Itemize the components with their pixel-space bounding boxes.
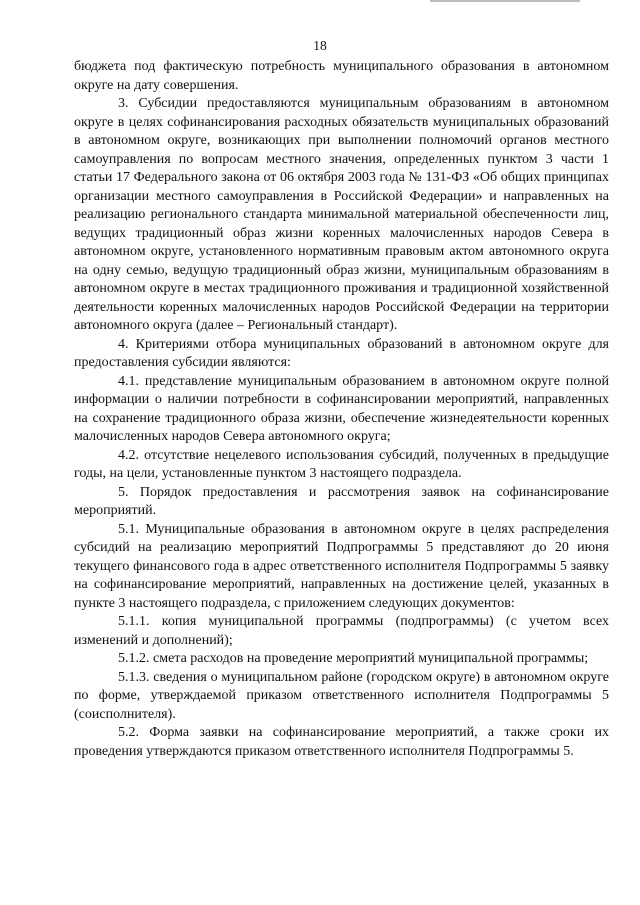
- paragraph-5-1-2: 5.1.2. смета расходов на проведение мероприятий муниципальной программы;: [118, 651, 589, 666]
- paragraph-5-1-1: 5.1.1. копия муниципальной программы (подпрограммы) (с учетом всех изменений и дополнений);: [74, 614, 609, 648]
- paragraph-continuation: бюджета под фактическую потребность муниципального образования в автономном округе на дату совершения.: [74, 59, 609, 93]
- paragraph-5: 5. Порядок предоставления и рассмотрения заявок на софинансирование мероприятий.: [74, 484, 609, 518]
- document-body: [74, 58, 609, 761]
- paragraph-5-1: 5.1. Муниципальные образования в автономном округе в целях распределения субсидий на реализацию мероприятий Подпрограммы 5 представляют до 20 июня текущего финансового года в адрес ответственного исполнителя Подпрограммы 5 заявку на софинансирование мероприятий, направленных на достижение целей, указанных в пункте 3 настоящего подраздела, с приложением следующих документов:: [74, 521, 609, 611]
- paragraph-4: 4. Критериями отбора муниципальных образований в автономном округе для предоставления субсидии являются:: [74, 336, 609, 370]
- paragraph-3: 3. Субсидии предоставляются муниципальным образованиям в автономном округе в целях софинансирования расходных обязательств муниципальных образований в автономном округе, возникающих при выполнении полномочий органов местного самоуправления по вопросам местного значения, определенных пунктом 3 части 1 статьи 17 Федерального закона от 06 октября 2003 года № 131-ФЗ «Об общих принципах организации местного самоуправления в Российской Федерации» и направленных на реализацию регионального стандарта минимальной материальной обеспеченности лиц, ведущих традиционный образ жизни коренных малочисленных народов Севера в автономном округе, установленного нормативным правовым актом автономного округа на одну семью, ведущую традиционный образ жизни, муниципальным образованиям в автономном округе в местах традиционного проживания и традиционной хозяйственной деятельности коренных малочисленных народов Российской Федерации на территории автономного округа (далее – Региональный стандарт).: [74, 96, 609, 333]
- paragraph-5-2: 5.2. Форма заявки на софинансирование мероприятий, а также сроки их проведения утверждаются приказом ответственного исполнителя Подпрограммы 5.: [74, 725, 609, 759]
- paragraph-4-2: 4.2. отсутствие нецелевого использования субсидий, полученных в предыдущие годы, на цели, установленные пунктом 3 настоящего подраздела.: [74, 447, 609, 481]
- paragraph-5-1-3: 5.1.3. сведения о муниципальном районе (городском округе) в автономном округе по форме, утверждаемой приказом ответственного исполнителя Подпрограммы 5 (соисполнителя).: [74, 669, 609, 722]
- paragraph-4-1: 4.1. представление муниципальным образованием в автономном округе полной информации о наличии потребности в софинансировании мероприятий, направленных на сохранение традиционного образа жизни, обеспечение жизнедеятельности коренных малочисленных народов Севера автономного округа;: [74, 373, 609, 444]
- page-number: 18: [313, 38, 327, 53]
- scan-top-edge: [430, 0, 580, 2]
